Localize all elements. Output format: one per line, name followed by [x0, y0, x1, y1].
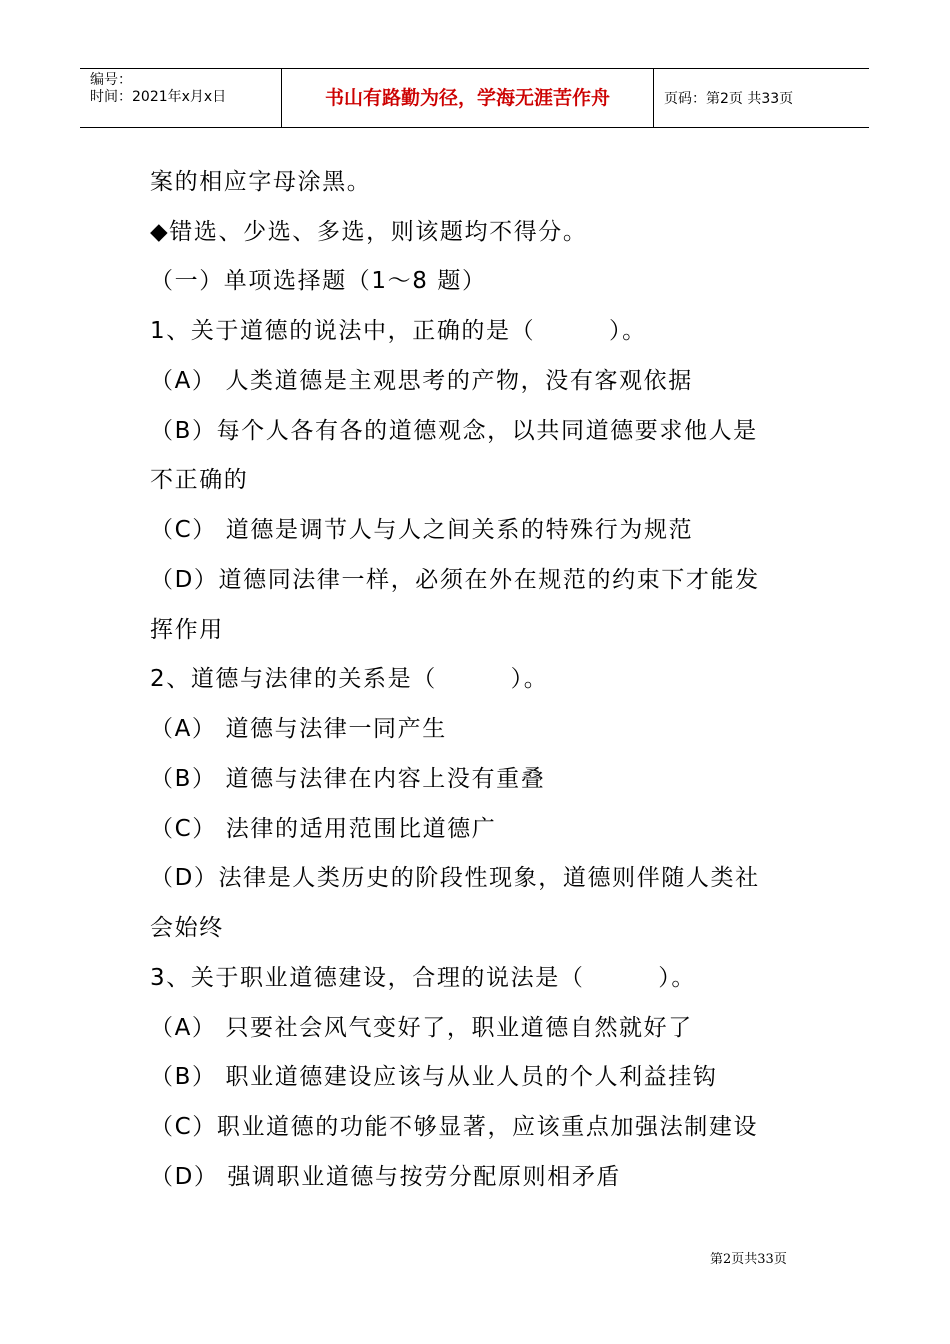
q2-option-c: （C） 法律的适用范围比道德广 — [150, 816, 497, 842]
q1-option-b: （B）每个人各有各的道德观念，以共同道德要求他人是 — [150, 418, 758, 444]
q3-option-c: （C）职业道德的功能不够显著，应该重点加强法制建设 — [150, 1114, 759, 1140]
q3-option-b: （B） 职业道德建设应该与从业人员的个人利益挂钩 — [150, 1064, 718, 1090]
section-title: （一）单项选择题（1～8 题） — [150, 268, 487, 294]
q2-option-b: （B） 道德与法律在内容上没有重叠 — [150, 766, 546, 792]
q1-option-b-cont: 不正确的 — [150, 467, 249, 493]
page-label: 页码：第2页 共33页 — [664, 91, 794, 107]
q1-option-d-cont: 挥作用 — [150, 617, 224, 643]
q1-option-a: （A） 人类道德是主观思考的产物，没有客观依据 — [150, 368, 693, 394]
q1-option-c: （C） 道德是调节人与人之间关系的特殊行为规范 — [150, 517, 694, 543]
page-footer: 第2页共33页 — [710, 1252, 787, 1267]
q2-option-d-cont: 会始终 — [150, 915, 224, 941]
q3-option-d: （D） 强调职业道德与按劳分配原则相矛盾 — [150, 1164, 622, 1190]
question-3: 3、关于职业道德建设，合理的说法是（ ）。 — [150, 965, 696, 991]
motto: 书山有路勤为径，学海无涯苦作舟 — [324, 87, 610, 109]
question-1: 1、关于道德的说法中，正确的是（ ）。 — [150, 318, 647, 344]
date-label: 时间：2021年x月x日 — [90, 89, 227, 105]
q2-option-a: （A） 道德与法律一同产生 — [150, 716, 447, 742]
q2-option-d: （D）法律是人类历史的阶段性现象，道德则伴随人类社 — [150, 865, 760, 891]
q1-option-d: （D）道德同法律一样，必须在外在规范的约束下才能发 — [150, 567, 760, 593]
number-label: 编号： — [90, 72, 132, 88]
q3-option-a: （A） 只要社会风气变好了，职业道德自然就好了 — [150, 1015, 693, 1041]
text-line: 案的相应字母涂黑。 — [150, 169, 372, 195]
question-2: 2、道德与法律的关系是（ ）。 — [150, 666, 549, 692]
instruction-line: ◆错选、少选、多选，则该题均不得分。 — [150, 219, 588, 245]
